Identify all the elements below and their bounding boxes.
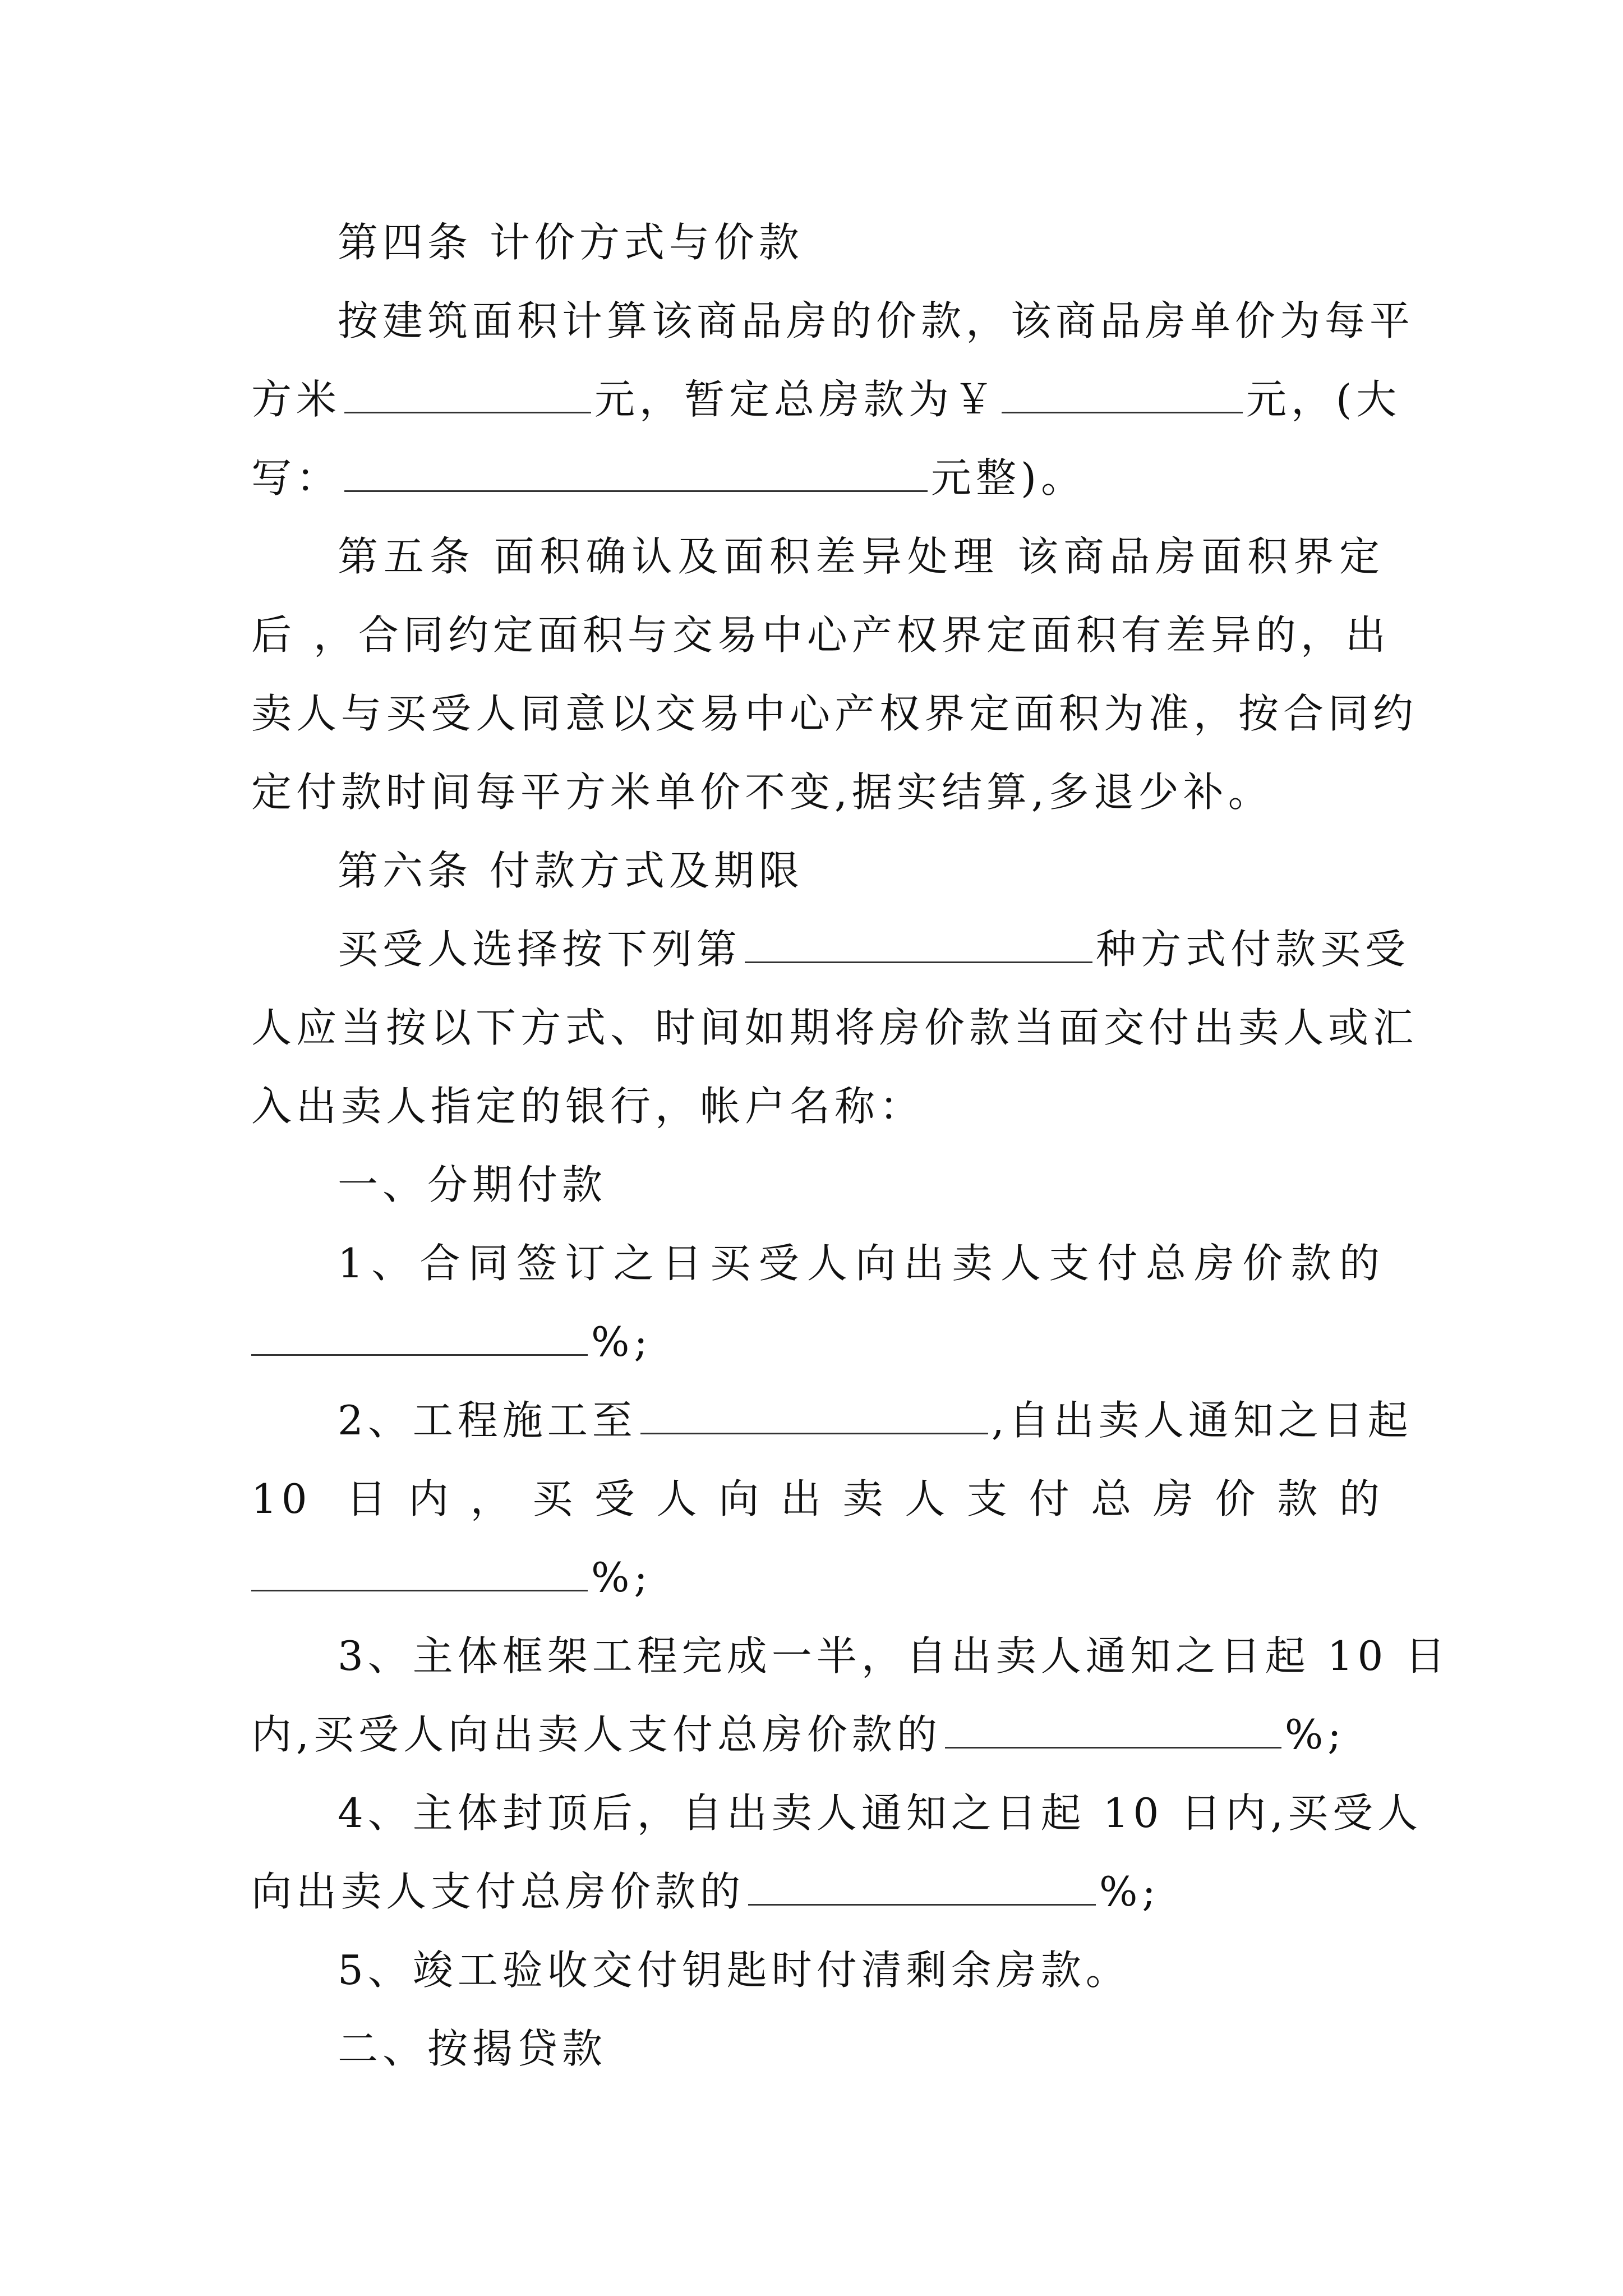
article6-heading: 第六条 付款方式及期限 bbox=[338, 847, 804, 894]
article6-line2: 人应当按以下方式、时间如期将房价款当面交付出卖人或汇 bbox=[251, 1004, 1418, 1051]
article4-line3: 写： 元整)。 bbox=[251, 454, 1086, 501]
installment-item3-line1: 3、主体框架工程完成一半，自出卖人通知之日起 10 日 bbox=[338, 1632, 1450, 1680]
article6-line1: 买受人选择按下列第 种方式付款买受 bbox=[338, 926, 1410, 973]
article5-line1: 第五条 面积确认及面积差异处理 该商品房面积界定 bbox=[338, 533, 1384, 580]
payment-method-blank[interactable] bbox=[745, 928, 1092, 963]
amount-in-words-blank[interactable] bbox=[344, 457, 928, 492]
installment-item2-line1: 2、工程施工至 ,自出卖人通知之日起 bbox=[338, 1397, 1413, 1444]
article5-line3: 卖人与买受人同意以交易中心产权界定面积为准，按合同约 bbox=[251, 690, 1418, 737]
installment-item3-line2: 内,买受人向出卖人支付总房价款的 %; bbox=[251, 1711, 1346, 1758]
item3-percent-blank[interactable] bbox=[945, 1713, 1281, 1749]
article5-line4: 定付款时间每平方米单价不变,据实结算,多退少补。 bbox=[251, 769, 1273, 816]
article6-line3: 入出卖人指定的银行，帐户名称： bbox=[251, 1083, 925, 1130]
installment-item4-line1: 4、主体封顶后，自出卖人通知之日起 10 日内,买受人 bbox=[338, 1789, 1423, 1837]
item4-percent-blank[interactable] bbox=[748, 1870, 1096, 1906]
installment-item2-line2: 10 日内，买受人向出卖人支付总房价款的 bbox=[251, 1475, 1384, 1522]
installment-item1-line1: 1、合同签订之日买受人向出卖人支付总房价款的 bbox=[338, 1240, 1384, 1287]
article4-line1: 按建筑面积计算该商品房的价款，该商品房单价为每平 bbox=[338, 297, 1415, 344]
construction-stage-blank[interactable] bbox=[640, 1399, 988, 1434]
installment-heading: 一、分期付款 bbox=[338, 1161, 607, 1208]
installment-item1-line2: %; bbox=[251, 1303, 1384, 1381]
mortgage-heading: 二、按揭贷款 bbox=[338, 2025, 607, 2072]
unit-price-blank[interactable] bbox=[344, 378, 591, 413]
total-price-blank[interactable] bbox=[1002, 378, 1243, 413]
item2-percent-blank[interactable] bbox=[251, 1556, 588, 1591]
article4-heading: 第四条 计价方式与价款 bbox=[338, 219, 804, 266]
installment-item4-line2: 向出卖人支付总房价款的 %; bbox=[251, 1868, 1160, 1915]
installment-item5: 5、竣工验收交付钥匙时付清剩余房款。 bbox=[338, 1947, 1131, 1994]
installment-item2-line3: %; bbox=[251, 1538, 1384, 1617]
article4-line2: 方米 元，暂定总房款为￥ 元，(大 bbox=[251, 376, 1401, 423]
item1-percent-blank[interactable] bbox=[251, 1320, 588, 1356]
article5-line2: 后 ，合同约定面积与交易中心产权界定面积有差异的，出 bbox=[251, 611, 1390, 659]
